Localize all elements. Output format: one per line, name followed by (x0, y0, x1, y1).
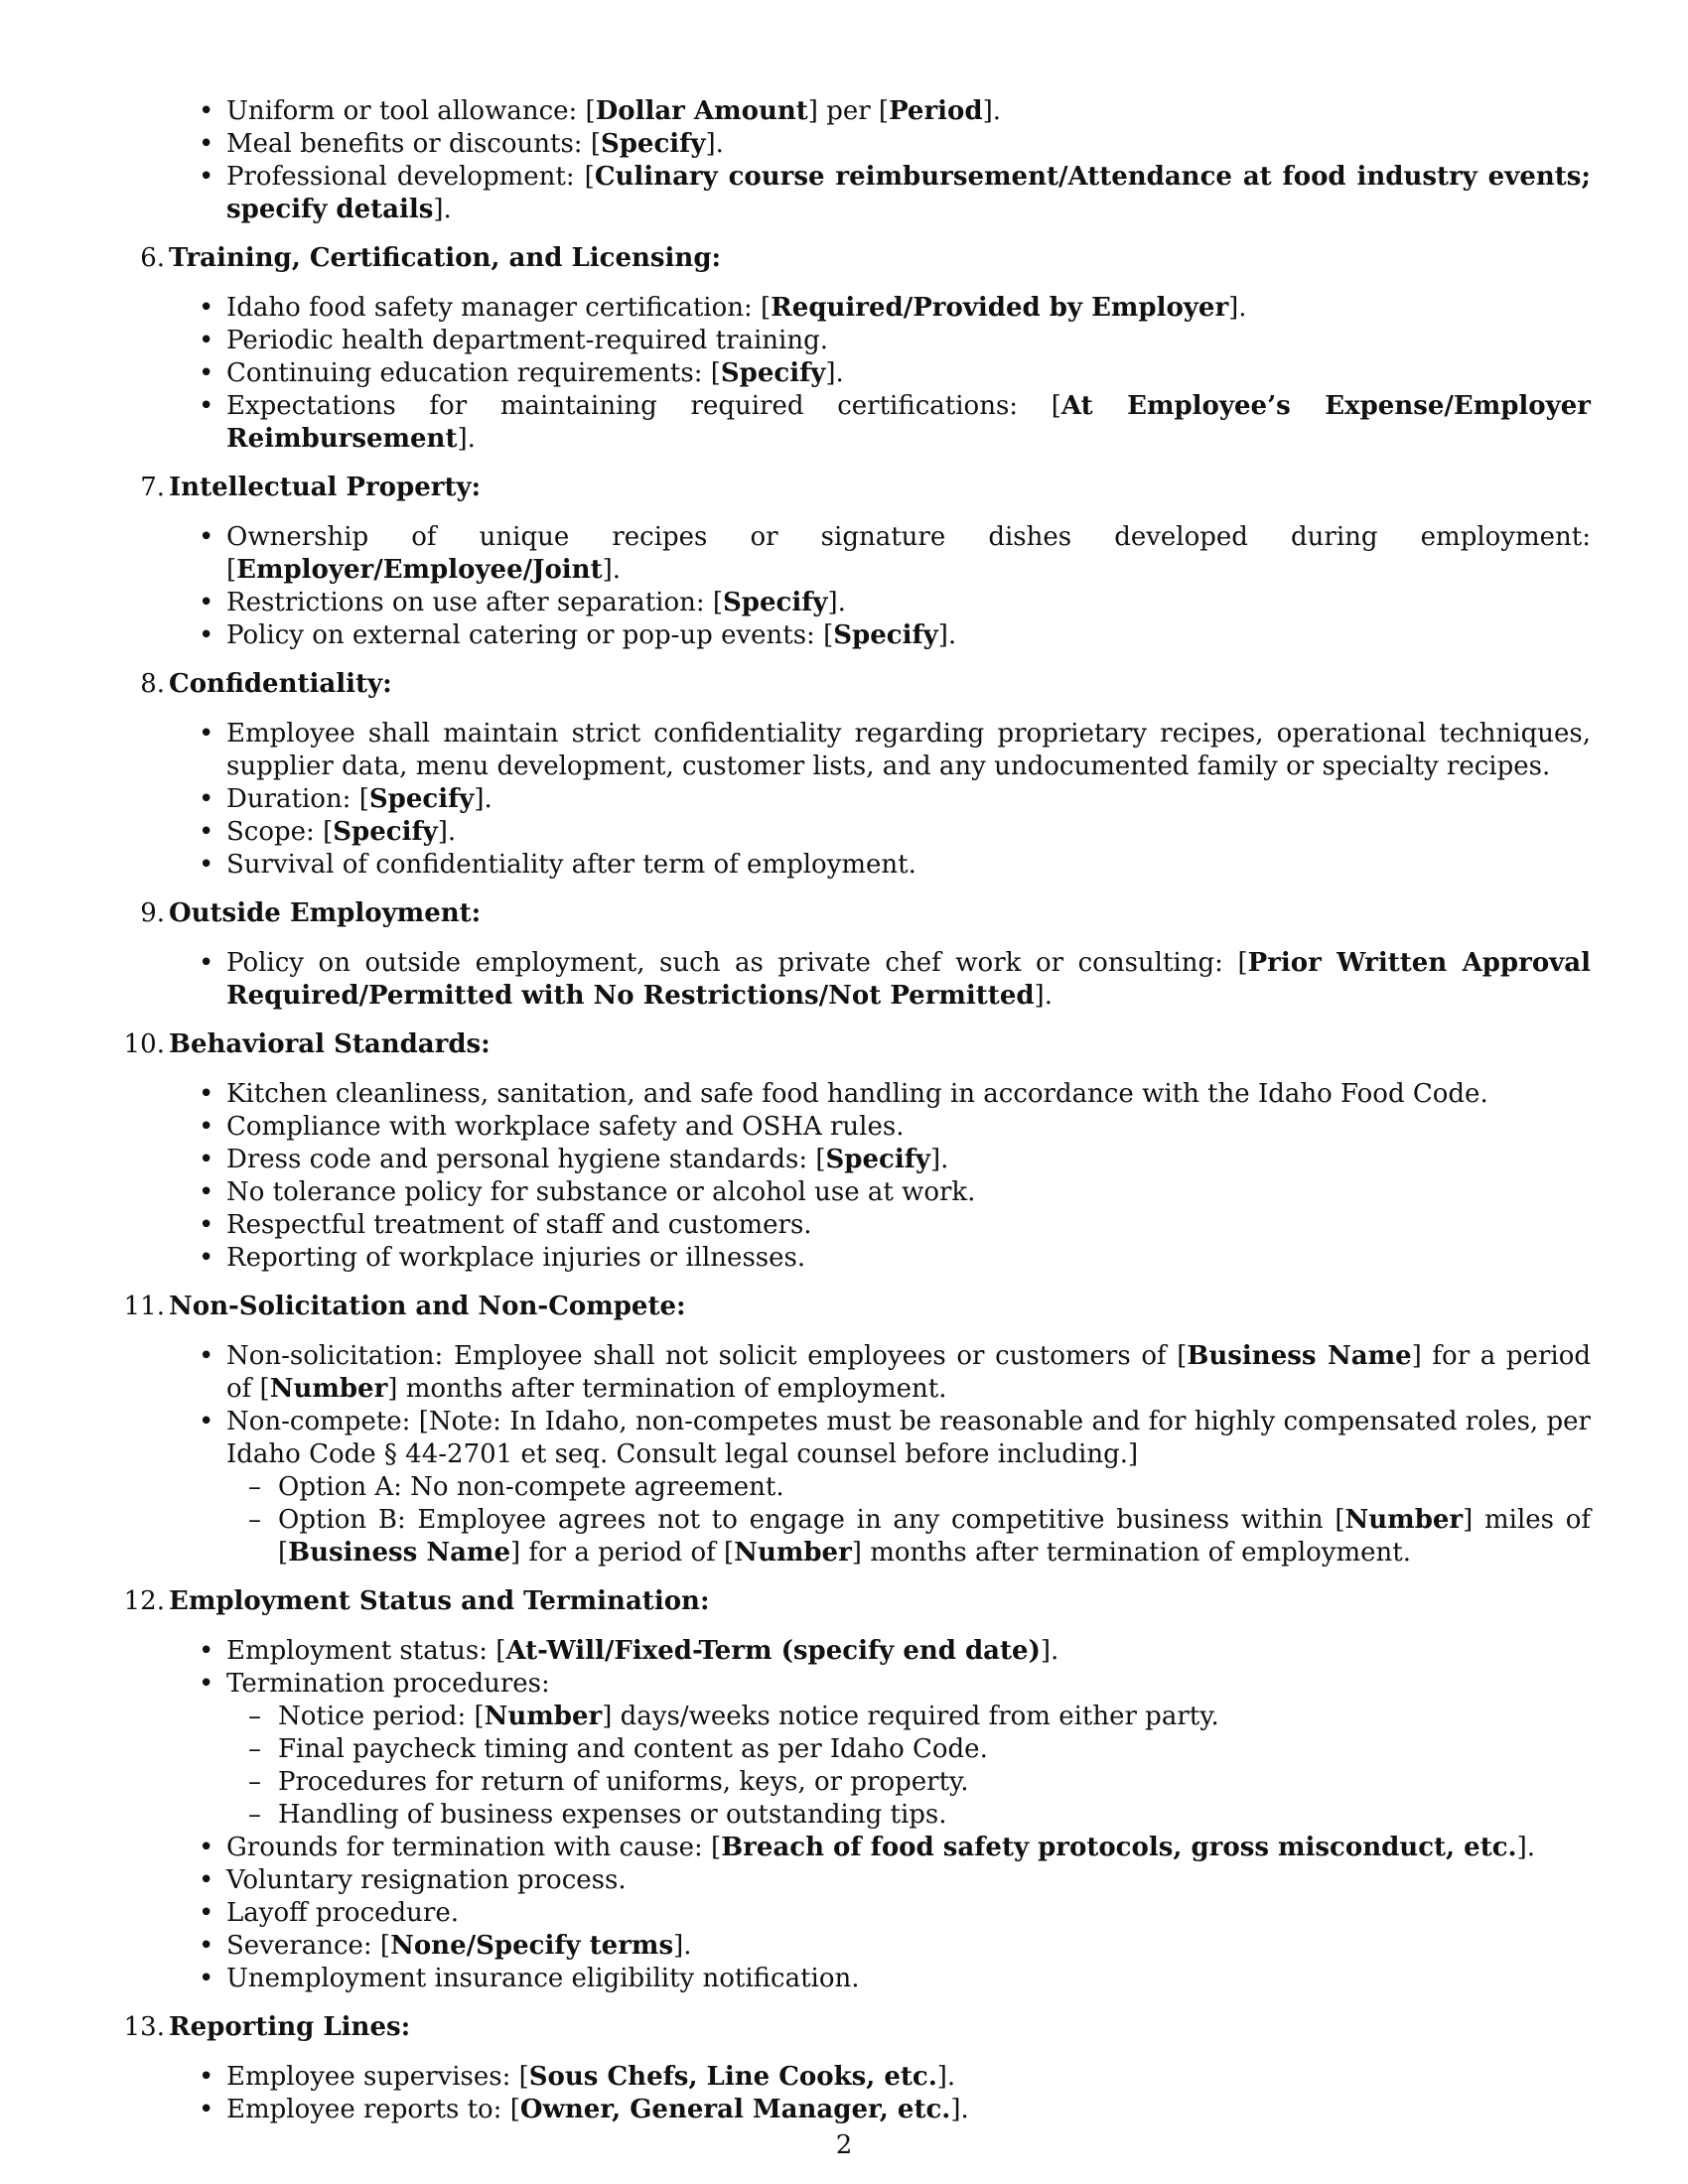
list-item: • Restrictions on use after separation: [Specify]. (131, 587, 1591, 619)
list-item: • Employee supervises: [Sous Chefs, Line Cooks, etc.]. (131, 2061, 1591, 2094)
sub-list-item: – Notice period: [Number] days/weeks notice required from either party. (226, 1701, 1591, 1733)
section-title: Intellectual Property: (169, 473, 482, 502)
list-item: • Severance: [None/Specify terms]. (131, 1930, 1591, 1963)
sub-list-item: – Procedures for return of uniforms, keys, or property. (226, 1766, 1591, 1799)
section-title: Outside Employment: (169, 898, 482, 928)
list-item: • Scope: [Specify]. (131, 816, 1591, 849)
section-heading (131, 472, 1591, 504)
section-behavioral-standards (123, 1028, 1591, 1275)
section-heading (123, 1291, 1591, 1323)
section-title: Behavioral Standards: (169, 1029, 491, 1059)
list-item: • Policy on external catering or pop-up events: [Specify]. (131, 619, 1591, 652)
section-termination (123, 1585, 1591, 1995)
list-item: • Compliance with workplace safety and OSHA rules. (131, 1111, 1591, 1144)
sub-list (226, 1471, 1591, 1570)
list-item: • Kitchen cleanliness, sanitation, and safe food handling in accordance with the Idaho Food Code. (131, 1078, 1591, 1111)
sub-list-item: – Final paycheck timing and content as per Idaho Code. (226, 1733, 1591, 1766)
section-heading (123, 2011, 1591, 2044)
list-item: • No tolerance policy for substance or alcohol use at work. (131, 1176, 1591, 1209)
section-list (131, 521, 1591, 652)
list-item: • Employee reports to: [Owner, General Manager, etc.]. (131, 2094, 1591, 2126)
section-list (131, 718, 1591, 882)
section-number: 8. (140, 669, 165, 699)
list-item: • Employee shall maintain strict confidentiality regarding proprietary recipes, operational techniques, supplier data, menu development, customer lists, and any undocumented family or specialty recipes. (131, 718, 1591, 783)
list-item: • Continuing education requirements: [Specify]. (131, 357, 1591, 390)
list-item: • Dress code and personal hygiene standards: [Specify]. (131, 1144, 1591, 1176)
section-list (131, 1635, 1591, 1995)
list-item: • Layoff procedure. (131, 1897, 1591, 1930)
section-list (131, 292, 1591, 456)
section-number: 13. (123, 2012, 165, 2042)
section-outside-employment (131, 897, 1591, 1013)
list-item: • Duration: [Specify]. (131, 783, 1591, 816)
list-item: • Policy on outside employment, such as private chef work or consulting: [Prior Written Approval Required/Permitted with No Restrictions/Not Permitted]. (131, 947, 1591, 1013)
section-title: Training, Certification, and Licensing: (169, 243, 722, 273)
section-heading (131, 897, 1591, 930)
section-number: 12. (123, 1586, 165, 1616)
section-heading (131, 242, 1591, 275)
section-title: Reporting Lines: (169, 2012, 411, 2042)
section-number: 11. (123, 1292, 165, 1321)
section-heading (123, 1028, 1591, 1061)
list-item: • Survival of confidentiality after term of employment. (131, 849, 1591, 882)
list-item: • Grounds for termination with cause: [Breach of food safety protocols, gross misconduct, etc.]. (131, 1832, 1591, 1864)
section-title: Confidentiality: (169, 669, 392, 699)
section-heading (123, 1585, 1591, 1618)
section-list (131, 947, 1591, 1013)
section-title: Non-Solicitation and Non-Compete: (169, 1292, 686, 1321)
section-reporting-lines (123, 2011, 1591, 2126)
list-item: • Ownership of unique recipes or signature dishes developed during employment: [Employer/Employee/Joint]. (131, 521, 1591, 587)
sub-list-item: – Handling of business expenses or outstanding tips. (226, 1799, 1591, 1832)
section-number: 7. (140, 473, 165, 502)
list-item: • Non-solicitation: Employee shall not solicit employees or customers of [Business Name] for a period of [Number] months after termination of employment. (131, 1340, 1591, 1406)
section-number: 9. (140, 898, 165, 928)
sub-list-item: – Option B: Employee agrees not to engage in any competitive business within [Number] miles of [Business Name] for a period of [Number] months after termination of employment. (226, 1504, 1591, 1570)
list-item: • Professional development: [Culinary course reimbursement/Attendance at food industry events; specify details]. (131, 161, 1591, 226)
list-item: • Employment status: [At-Will/Fixed-Term (specify end date)]. (131, 1635, 1591, 1668)
sub-list (226, 1701, 1591, 1832)
list-item: • Periodic health department-required training. (131, 325, 1591, 357)
section-list (131, 2061, 1591, 2126)
section-list (131, 1340, 1591, 1570)
section-confidentiality (131, 668, 1591, 882)
section-list (131, 1078, 1591, 1275)
list-item: • Respectful treatment of staff and customers. (131, 1209, 1591, 1242)
list-item: • Reporting of workplace injuries or illnesses. (131, 1242, 1591, 1275)
section-number: 10. (123, 1029, 165, 1059)
sub-list-item: – Option A: No non-compete agreement. (226, 1471, 1591, 1504)
section-non-solicitation (123, 1291, 1591, 1570)
section-training (131, 242, 1591, 456)
list-item: • Uniform or tool allowance: [Dollar Amount] per [Period]. (131, 95, 1591, 128)
section-title: Employment Status and Termination: (169, 1586, 710, 1616)
list-item: • Termination procedures: – Notice period: [Number] days/weeks notice required from either party. – Final paycheck timing and content as per Idaho Code. – Procedures for return of uniforms, keys, or property. – Handling of business expenses or outstanding tips. (131, 1668, 1591, 1832)
list-item: • Expectations for maintaining required certifications: [At Employee’s Expense/Employer Reimbursement]. (131, 390, 1591, 456)
list-item: • Non-compete: [Note: In Idaho, non-competes must be reasonable and for highly compensated roles, per Idaho Code § 44-2701 et seq. Consult legal counsel before including.] – Option A: No non-compete agreement. – Option B: Employee agrees not to engage in any competitive business within [Number] miles of [Business Name] for a period of [Number] months after termination of employment. (131, 1406, 1591, 1570)
section-number: 6. (140, 243, 165, 273)
list-item: • Idaho food safety manager certification: [Required/Provided by Employer]. (131, 292, 1591, 325)
list-item: • Unemployment insurance eligibility notification. (131, 1963, 1591, 1995)
document-body (123, 95, 1592, 2126)
list-item: • Meal benefits or discounts: [Specify]. (131, 128, 1591, 161)
page-number: 2 (835, 2130, 853, 2160)
top-bullet-list (131, 95, 1591, 226)
section-heading (131, 668, 1591, 701)
list-item: • Voluntary resignation process. (131, 1864, 1591, 1897)
section-intellectual-property (131, 472, 1591, 652)
